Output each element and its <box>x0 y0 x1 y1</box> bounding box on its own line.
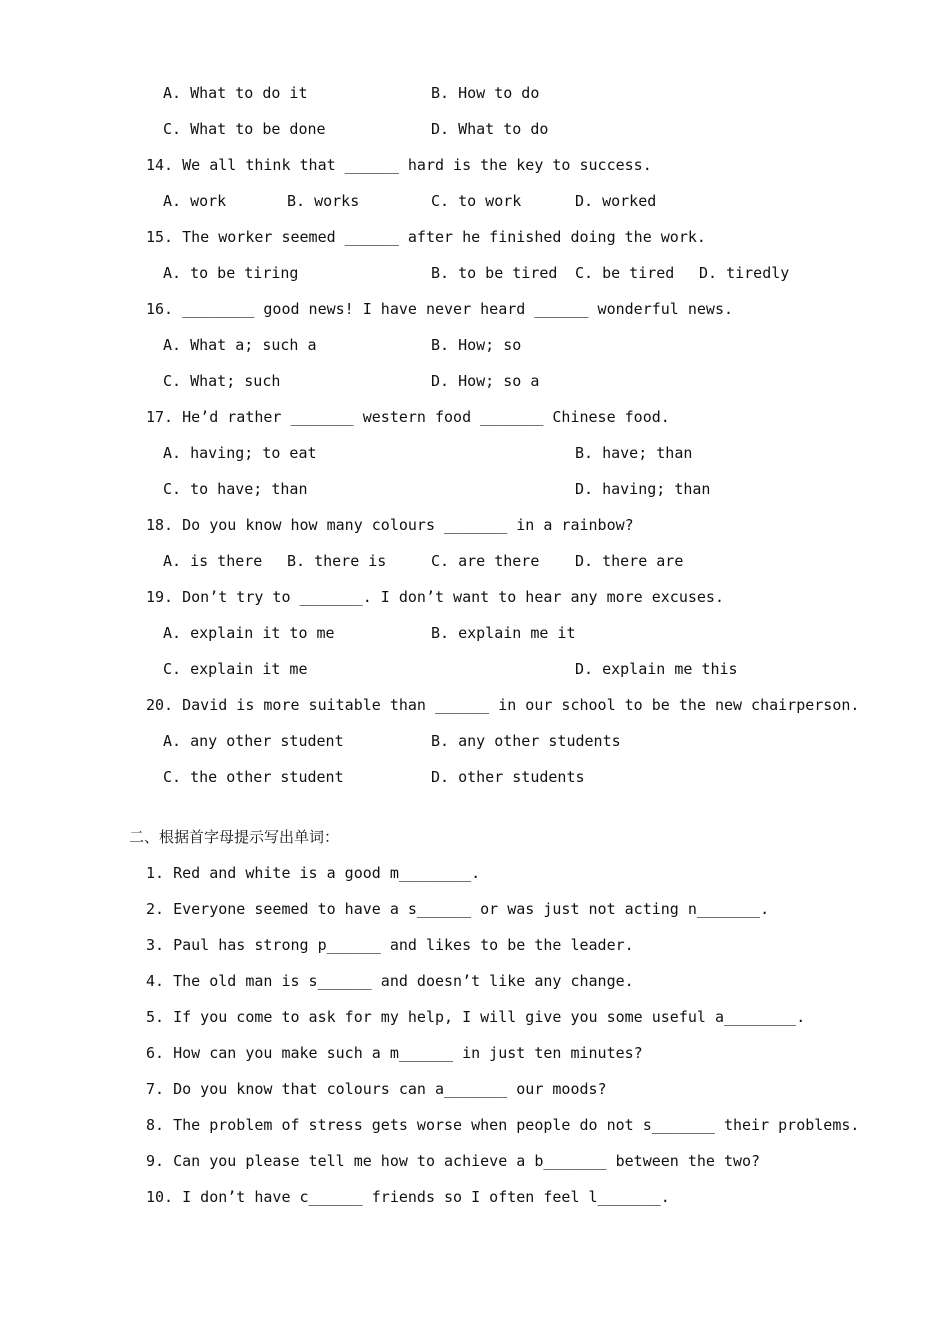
q14-option-b: B. works <box>287 192 360 210</box>
q19-option-b: B. explain me it <box>431 624 576 642</box>
q15-option-d: D. tiredly <box>699 264 790 282</box>
q13-option-c: C. What to be done <box>163 120 326 138</box>
q13-option-d: D. What to do <box>431 120 549 138</box>
q17-option-a: A. having; to eat <box>163 444 317 462</box>
q18-option-b: B. there is <box>287 552 387 570</box>
q16-option-d: D. How; so a <box>431 372 540 390</box>
fill-item: 8. The problem of stress gets worse when people do not s_______ their problems. <box>146 1116 860 1134</box>
q18-stem: 18. Do you know how many colours _______ in a rainbow? <box>146 516 634 534</box>
fill-item: 10. I don’t have c______ friends so I often feel l_______. <box>146 1188 670 1206</box>
q20-stem: 20. David is more suitable than ______ in our school to be the new chairperson. <box>146 696 860 714</box>
fill-item: 2. Everyone seemed to have a s______ or was just not acting n_______. <box>146 900 770 918</box>
q15-stem: 15. The worker seemed ______ after he finished doing the work. <box>146 228 706 246</box>
q17-option-d: D. having; than <box>575 480 711 498</box>
q14-option-a: A. work <box>163 192 227 210</box>
q17-option-c: C. to have; than <box>163 480 308 498</box>
q16-option-c: C. What; such <box>163 372 281 390</box>
q15-option-b: B. to be tired <box>431 264 558 282</box>
q19-option-d: D. explain me this <box>575 660 738 678</box>
q19-option-a: A. explain it to me <box>163 624 335 642</box>
fill-item: 5. If you come to ask for my help, I will give you some useful a________. <box>146 1008 806 1026</box>
q19-option-c: C. explain it me <box>163 660 308 678</box>
q14-option-d: D. worked <box>575 192 657 210</box>
fill-item: 9. Can you please tell me how to achieve a b_______ between the two? <box>146 1152 761 1170</box>
q18-option-c: C. are there <box>431 552 540 570</box>
q13-option-b: B. How to do <box>431 84 540 102</box>
q16-stem: 16. ________ good news! I have never heard ______ wonderful news. <box>146 300 733 318</box>
q20-option-a: A. any other student <box>163 732 344 750</box>
fill-item: 4. The old man is s______ and doesn’t like any change. <box>146 972 634 990</box>
q15-option-a: A. to be tiring <box>163 264 299 282</box>
q19-stem: 19. Don’t try to _______. I don’t want to hear any more excuses. <box>146 588 724 606</box>
q18-option-d: D. there are <box>575 552 684 570</box>
fill-item: 3. Paul has strong p______ and likes to be the leader. <box>146 936 634 954</box>
q13-option-a: A. What to do it <box>163 84 308 102</box>
q15-option-c: C. be tired <box>575 264 675 282</box>
q20-option-d: D. other students <box>431 768 585 786</box>
q20-option-b: B. any other students <box>431 732 621 750</box>
q14-option-c: C. to work <box>431 192 522 210</box>
q17-stem: 17. He’d rather _______ western food _______ Chinese food. <box>146 408 670 426</box>
section-heading: 二、根据首字母提示写出单词： <box>129 828 340 846</box>
fill-item: 6. How can you make such a m______ in just ten minutes? <box>146 1044 643 1062</box>
fill-item: 1. Red and white is a good m________. <box>146 864 481 882</box>
q18-option-a: A. is there <box>163 552 263 570</box>
q16-option-b: B. How; so <box>431 336 522 354</box>
fill-item: 7. Do you know that colours can a_______ our moods? <box>146 1080 607 1098</box>
q16-option-a: A. What a; such a <box>163 336 317 354</box>
q20-option-c: C. the other student <box>163 768 344 786</box>
q14-stem: 14. We all think that ______ hard is the key to success. <box>146 156 652 174</box>
q17-option-b: B. have; than <box>575 444 693 462</box>
